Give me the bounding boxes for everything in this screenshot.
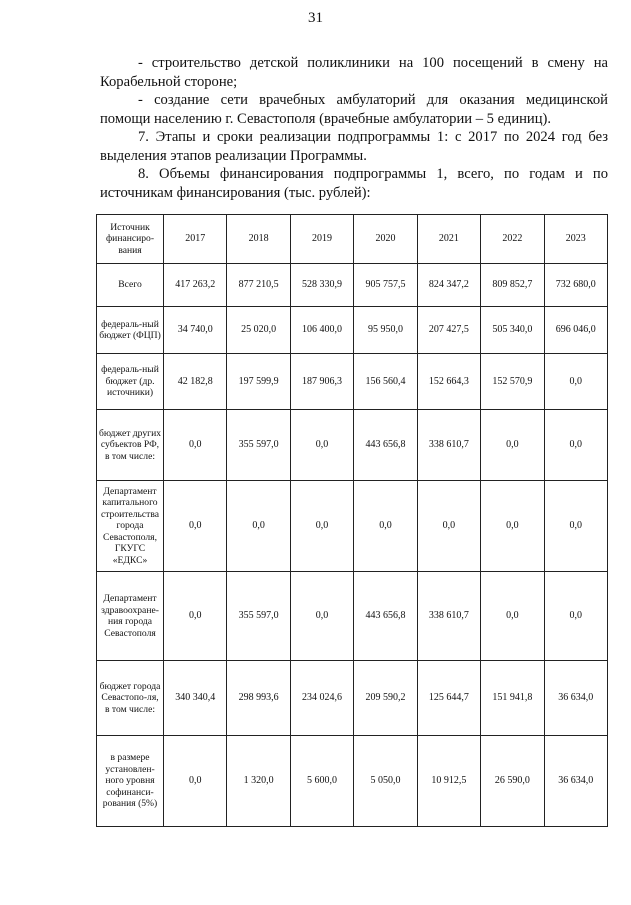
table-row	[97, 572, 608, 661]
value-cell: 26 590,0	[481, 736, 544, 827]
value-cell: 156 560,4	[354, 354, 417, 410]
table-row	[97, 736, 608, 827]
table-row	[97, 661, 608, 736]
value-cell: 0,0	[164, 481, 227, 572]
value-cell: 197 599,9	[227, 354, 290, 410]
page-number: 31	[308, 10, 323, 26]
value-cell: 5 600,0	[290, 736, 353, 827]
value-cell: 5 050,0	[354, 736, 417, 827]
table-header-row	[97, 215, 608, 264]
value-cell: 340 340,4	[164, 661, 227, 736]
value-cell: 0,0	[164, 572, 227, 661]
header-cell: 2021	[417, 215, 480, 264]
body-text	[100, 54, 608, 202]
value-cell: 443 656,8	[354, 410, 417, 481]
value-cell: 0,0	[544, 354, 607, 410]
value-cell: 505 340,0	[481, 307, 544, 354]
value-cell: 125 644,7	[417, 661, 480, 736]
value-cell: 34 740,0	[164, 307, 227, 354]
value-cell: 187 906,3	[290, 354, 353, 410]
value-cell: 443 656,8	[354, 572, 417, 661]
value-cell: 417 263,2	[164, 264, 227, 307]
value-cell: 0,0	[481, 481, 544, 572]
value-cell: 0,0	[481, 410, 544, 481]
value-cell: 95 950,0	[354, 307, 417, 354]
value-cell: 0,0	[481, 572, 544, 661]
value-cell: 234 024,6	[290, 661, 353, 736]
paragraph: - строительство детской поликлиники на 100 посещений в смену на Корабельной стороне;	[100, 55, 608, 90]
value-cell: 0,0	[290, 572, 353, 661]
value-cell: 0,0	[290, 481, 353, 572]
value-cell: 209 590,2	[354, 661, 417, 736]
value-cell: 824 347,2	[417, 264, 480, 307]
source-cell: Департамент капитального строительства города Севастополя, ГКУГС «ЕДКС»	[97, 481, 164, 572]
value-cell: 809 852,7	[481, 264, 544, 307]
header-cell: Источник финансиро-вания	[97, 215, 164, 264]
source-cell: федераль-ный бюджет (др. источники)	[97, 354, 164, 410]
source-cell: Всего	[97, 264, 164, 307]
header-cell: 2022	[481, 215, 544, 264]
table-row	[97, 410, 608, 481]
header-cell: 2018	[227, 215, 290, 264]
value-cell: 0,0	[544, 481, 607, 572]
header-cell: 2019	[290, 215, 353, 264]
value-cell: 1 320,0	[227, 736, 290, 827]
value-cell: 152 570,9	[481, 354, 544, 410]
value-cell: 298 993,6	[227, 661, 290, 736]
value-cell: 0,0	[290, 410, 353, 481]
table-row	[97, 481, 608, 572]
value-cell: 152 664,3	[417, 354, 480, 410]
value-cell: 877 210,5	[227, 264, 290, 307]
value-cell: 42 182,8	[164, 354, 227, 410]
value-cell: 355 597,0	[227, 410, 290, 481]
source-cell: в размере установлен-ного уровня софинанси-рования (5%)	[97, 736, 164, 827]
value-cell: 0,0	[164, 410, 227, 481]
value-cell: 355 597,0	[227, 572, 290, 661]
value-cell: 0,0	[354, 481, 417, 572]
table-row	[97, 264, 608, 307]
value-cell: 36 634,0	[544, 736, 607, 827]
value-cell: 10 912,5	[417, 736, 480, 827]
value-cell: 338 610,7	[417, 410, 480, 481]
source-cell: бюджет других субъектов РФ, в том числе:	[97, 410, 164, 481]
value-cell: 0,0	[544, 410, 607, 481]
value-cell: 207 427,5	[417, 307, 480, 354]
value-cell: 732 680,0	[544, 264, 607, 307]
value-cell: 905 757,5	[354, 264, 417, 307]
value-cell: 0,0	[544, 572, 607, 661]
source-cell: бюджет города Севастопо-ля, в том числе:	[97, 661, 164, 736]
header-cell: 2020	[354, 215, 417, 264]
value-cell: 106 400,0	[290, 307, 353, 354]
value-cell: 0,0	[417, 481, 480, 572]
source-cell: федераль-ный бюджет (ФЦП)	[97, 307, 164, 354]
value-cell: 338 610,7	[417, 572, 480, 661]
header-cell: 2023	[544, 215, 607, 264]
paragraph: 8. Объемы финансирования подпрограммы 1, всего, по годам и по источникам финансирования (тыс. рублей):	[100, 166, 608, 201]
table-row	[97, 307, 608, 354]
value-cell: 36 634,0	[544, 661, 607, 736]
table-row	[97, 354, 608, 410]
value-cell: 25 020,0	[227, 307, 290, 354]
paragraph: - создание сети врачебных амбулаторий для оказания медицинской помощи населению г. Севастополя (врачебные амбулатории – 5 единиц).	[100, 92, 608, 127]
value-cell: 696 046,0	[544, 307, 607, 354]
value-cell: 151 941,8	[481, 661, 544, 736]
header-cell: 2017	[164, 215, 227, 264]
paragraph: 7. Этапы и сроки реализации подпрограммы 1: с 2017 по 2024 год без выделения этапов реализации Программы.	[100, 129, 608, 164]
value-cell: 528 330,9	[290, 264, 353, 307]
source-cell: Департамент здравоохране-ния города Севастополя	[97, 572, 164, 661]
value-cell: 0,0	[164, 736, 227, 827]
value-cell: 0,0	[227, 481, 290, 572]
financing-table	[96, 214, 608, 827]
